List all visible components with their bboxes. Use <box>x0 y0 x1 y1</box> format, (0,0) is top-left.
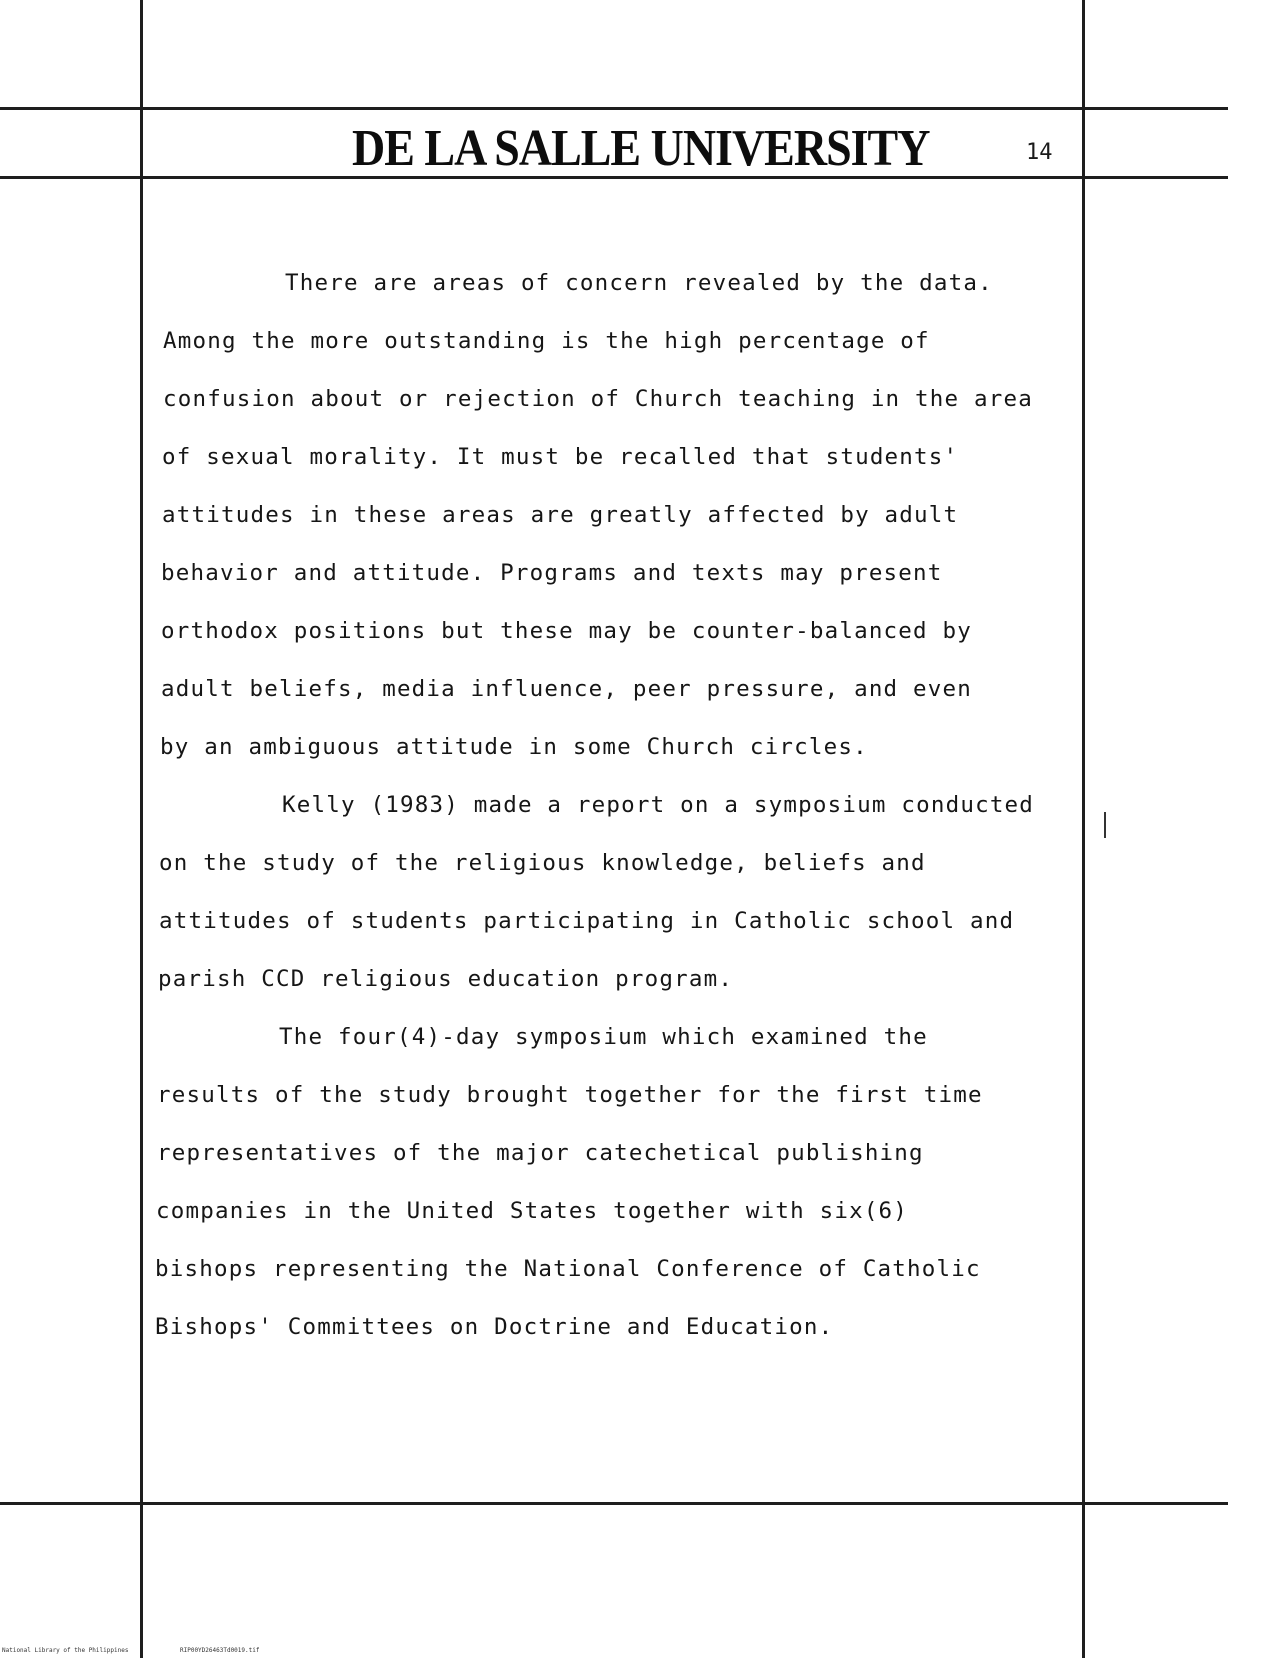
body-line: representatives of the major catechetical publishing <box>157 1140 924 1166</box>
footer-file-label: RIP00YD26463Td0019.tif <box>180 1647 260 1654</box>
body-line: Kelly (1983) made a report on a symposium conducted <box>282 792 1035 818</box>
body-line: The four(4)-day symposium which examined the <box>279 1024 928 1050</box>
right-margin-rule <box>1082 0 1085 1658</box>
footer-rule <box>0 1502 1228 1505</box>
university-title: DE LA SALLE UNIVERSITY <box>352 119 930 177</box>
body-line: behavior and attitude. Programs and texts may present <box>161 560 943 586</box>
body-line: Bishops' Committees on Doctrine and Education. <box>155 1314 834 1340</box>
header-top-rule <box>0 107 1228 110</box>
margin-bar-mark <box>1104 812 1106 838</box>
body-line: adult beliefs, media influence, peer pressure, and even <box>161 676 973 702</box>
body-line: attitudes in these areas are greatly affected by adult <box>162 502 959 528</box>
body-line: attitudes of students participating in Catholic school and <box>159 908 1015 934</box>
body-line: parish CCD religious education program. <box>158 966 734 992</box>
body-line: There are areas of concern revealed by the data. <box>285 270 993 296</box>
body-line: Among the more outstanding is the high percentage of <box>163 328 930 354</box>
page-number: 14 <box>1026 140 1053 165</box>
body-line: results of the study brought together for the first time <box>157 1082 983 1108</box>
left-margin-rule <box>140 0 143 1658</box>
body-line: companies in the United States together with six(6) <box>156 1198 909 1224</box>
body-line: on the study of the religious knowledge, beliefs and <box>159 850 926 876</box>
body-line: of sexual morality. It must be recalled that students' <box>162 444 959 470</box>
body-line: confusion about or rejection of Church teaching in the area <box>163 386 1034 412</box>
body-line: orthodox positions but these may be counter-balanced by <box>161 618 973 644</box>
body-line: by an ambiguous attitude in some Church circles. <box>160 734 868 760</box>
footer-library-label: National Library of the Philippines <box>2 1647 129 1654</box>
body-line: bishops representing the National Conference of Catholic <box>155 1256 981 1282</box>
